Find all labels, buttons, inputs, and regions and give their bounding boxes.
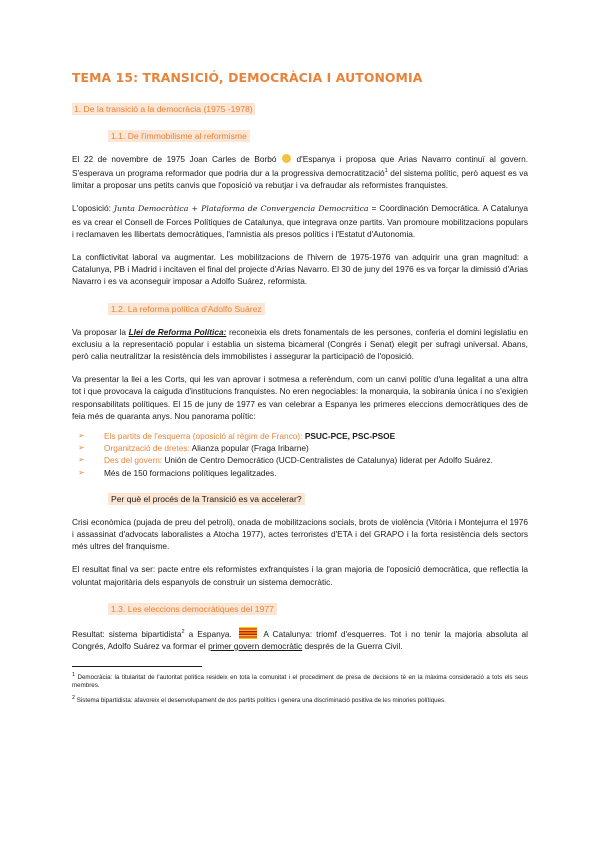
first-government-underlined: primer govern democràtic xyxy=(208,640,303,651)
arrow-bullet-icon: ➢ xyxy=(78,467,85,477)
section-heading-1: 1. De la transició a la democràcia (1975 -1978) xyxy=(74,104,253,114)
document-page xyxy=(72,70,528,708)
opposition-equation: Junta Democràtica + Plataforma de Convergencia Democrática xyxy=(113,204,369,214)
footnote-1 xyxy=(72,671,528,691)
paragraph-8 xyxy=(72,626,528,652)
list-item-label: Des del govern: xyxy=(104,455,163,466)
list-item xyxy=(78,454,528,466)
paragraph-1-text-b: d'Espanya i proposa que Arias Navarro continuï al govern. S'esperava un programa reformador que podria dur a la progressiva democratització xyxy=(72,154,528,178)
paragraph-8-text-b: a Espanya. xyxy=(188,628,232,639)
paragraph-2 xyxy=(72,202,528,240)
paragraph-4 xyxy=(72,326,528,363)
paragraph-2-text-b: = Coordinación Democrática. A Catalunya es va crear el Consell de Forces Polítiques de Catalunya, que integrava onze partits. Van promoure mobilitzacions populars i reclamaven les llibertats democràtiques, l'amnistia als presos polítics i l'Estatut d'Autonomia. xyxy=(72,203,529,239)
footnote-2 xyxy=(72,694,528,705)
paragraph-2-text-a: L'oposició: xyxy=(72,203,111,214)
paragraph-7: El resultat final va ser: pacte entre els reformistes exfranquistes i la gran majoria de l'oposició democràtica, que reflectia la voluntat majoritària dels espanyols de construir un sistema democràtic. xyxy=(72,564,528,587)
arrow-bullet-icon: ➢ xyxy=(78,455,85,465)
list-item-value: Unión de Centro Democrático (UCD-Centralistes de Catalunya) liderat per Adolfo Suárez. xyxy=(164,455,493,466)
subsection-heading-1-2: 1.2. La reforma política d'Adolfo Suárez xyxy=(108,303,265,315)
footnote-divider xyxy=(72,666,202,667)
paragraph-8-text-d: després de la Guerra Civil. xyxy=(304,640,403,651)
paragraph-8-text-a: Resultat: sistema bipartidista xyxy=(72,628,182,639)
list-item xyxy=(78,442,528,454)
paragraph-3: La conflictivitat laboral va augmentar. Les mobilitzacions de l'hivern de 1975-1976 van adquirir una gran magnitud: a Catalunya, PB i Madrid i incitaven el final del projecte d'Arias Navarro. El 30 de juny del 1976 es va forçar la dimissió d'Arias Navarro i es va aconseguir imposar a Adolfo Suárez, reformista. xyxy=(72,251,528,287)
footnote-ref-2: 2 xyxy=(181,628,185,635)
law-name: Llei de Reforma Política: xyxy=(128,326,227,337)
paragraph-1-text-a: El 22 de novembre de 1975 Joan Carles de Borbó xyxy=(72,154,277,164)
footnote-1-number: 1 xyxy=(72,672,76,679)
question-heading: Per què el procés de la Transició es va accelerar? xyxy=(108,493,305,505)
footnote-1-text: Democràcia: la titularitat de l'autoritat política resideix en tota la comunitat i el procediment de presa de decisions té en la màxima consideració a tots els seus membres. xyxy=(72,674,528,690)
paragraph-5: Va presentar la llei a les Corts, qui les van aprovar i sotmesa a referèndum, com un canvi polític d'una legalitat a una altra tot i que provocava la caiguda d'institucions franquistes. No eren negociables: la monarquia, la sobirania única i no s'exigien responsabilitats polítiques. El 15 de juny de 1977 es van celebrar a Espanya les primeres eleccions democràtiques des de feia més de quaranta anys. Nou panorama polític: xyxy=(72,374,528,421)
footnote-2-text: Sistema bipartidista: afavoreix el desenvolupament de dos partits polítics i genera una discriminació positiva de les minories polítiques. xyxy=(76,696,446,704)
list-item xyxy=(78,430,528,442)
list-item-value: Més de 150 formacions polítiques legalitzades. xyxy=(104,467,277,478)
list-item-value: Alianza popular (Fraga Iribarne) xyxy=(191,443,309,454)
footnote-2-number: 2 xyxy=(72,694,76,701)
paragraph-8-text-c: A Catalunya: triomf d'esquerres. Tot i no tenir la majoria absoluta al Congrés, Adolfo Suárez va formar el xyxy=(72,628,529,651)
paragraph-1 xyxy=(72,153,528,191)
list-item-label: Organització de dretes: xyxy=(104,443,190,454)
paragraph-6: Crisi econòmica (pujada de preu del petroli), onada de mobilitzacions socials, brots de violència (Vitòria i Montejurra el 1976 i assassinat d'advocats laboralistes a Atocha 1977), actes terroristes d'ETA i del GRAPO i la forta resistència dels sectors més ultres del franquisme. xyxy=(72,516,528,552)
subsection-heading-1-1: 1.1. De l'immobilisme al reformisme xyxy=(108,130,250,142)
catalan-flag-icon xyxy=(239,627,257,639)
page-title: TEMA 15: TRANSICIÓ, DEMOCRÀCIA I AUTONOMIA xyxy=(72,70,423,85)
paragraph-1-text-c: del sistema polític, però aquest es va limitar a proposar uns petits canvis que l'oposició va rebutjar i va defraudar als reformistes franquistes. xyxy=(72,167,528,191)
paragraph-4-text-a: Va proposar la xyxy=(72,326,126,337)
list-item xyxy=(78,467,528,479)
footnote-ref-1: 1 xyxy=(384,168,388,175)
political-panorama-list xyxy=(72,430,528,479)
arrow-bullet-icon: ➢ xyxy=(78,443,85,453)
list-item-value: PSUC-PCE, PSC-PSOE xyxy=(304,431,396,442)
list-item-label: Els partits de l'esquerra (oposició al règim de Franco): xyxy=(104,431,303,442)
arrow-bullet-icon: ➢ xyxy=(78,431,85,441)
paragraph-4-text-b: reconeixia els drets fonamentals de les persones, conferia el domini legislatiu en exclusiu a la representació popular i establia un sistema bicameral (Congrés i Senat) elegit per sufragi universal. Abans, però calia neutralitzar la resistència dels immobilistes i assegurar la participació de l'oposició. xyxy=(72,326,528,361)
crown-emoji-icon xyxy=(282,154,291,163)
subsection-heading-1-3: 1.3. Les eleccions democràtiques del 1977 xyxy=(108,603,277,615)
